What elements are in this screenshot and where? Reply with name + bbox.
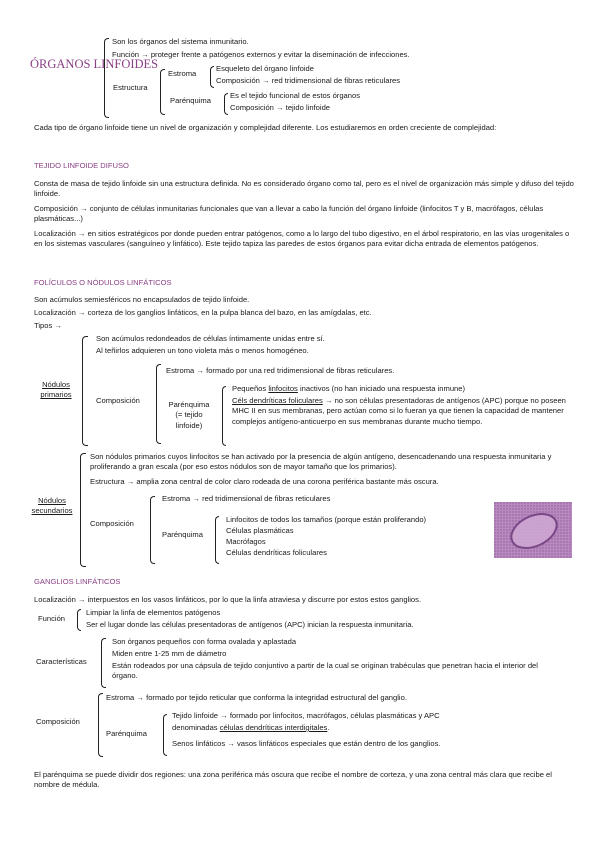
list-item: Células plasmáticas	[226, 526, 294, 535]
header-line-1: Son los órganos del sistema inmunitario.	[112, 37, 249, 46]
secundarios-estroma: Estroma → red tridimensional de fibras reticulares	[162, 494, 331, 503]
ganglios-estroma: Estroma → formado por tejido reticular que conforma la integridad estructural del ganglio.	[106, 693, 407, 702]
secundarios-items	[226, 514, 426, 558]
page-title: ÓRGANOS LINFOIDES	[30, 57, 159, 71]
parenquima-label: Parénquima	[170, 96, 211, 105]
ganglios-composicion-label: Composición	[36, 717, 80, 726]
primarios-composicion-label: Composición	[96, 396, 140, 405]
ganglios-composicion-brace	[98, 693, 103, 757]
ganglios-final-paragraph: El parénquima se puede dividir dos regiones: una zona periférica más oscura que recibe el nombre de corteza, y una zona central más clara que recibe el nombre de médula.	[34, 770, 552, 790]
header-brace	[104, 38, 109, 118]
primarios-item-1: Pequeños linfocitos inactivos (no han iniciado una respuesta inmune)	[232, 384, 466, 393]
section-heading-nodulos: FOLÍCULOS O NÓDULOS LINFÁTICOS	[34, 278, 172, 287]
parenquima-brace	[224, 93, 228, 115]
list-item: Linfocitos de todos los tamaños (porque están proliferando)	[226, 515, 427, 524]
ganglios-funcion-label: Función	[38, 614, 66, 623]
nodulos-secundarios-label: Nódulos secundarios	[31, 496, 73, 516]
primarios-composicion-brace	[156, 364, 161, 444]
micrograph-image	[494, 502, 572, 558]
primarios-desc-2: Al teñirlos adquieren un tono violeta más o menos homogéneo.	[96, 346, 309, 355]
primarios-parenquima-label: Parénquima (= tejido linfoide)	[168, 400, 210, 430]
ganglios-parenquima-item-2: Senos linfáticos → vasos linfáticos especiales que están dentro de los ganglios.	[172, 739, 441, 748]
secundarios-parenquima-brace	[215, 516, 219, 564]
caracteristicas-brace	[101, 638, 106, 688]
primarios-desc-1: Son acúmulos redondeados de células íntimamente unidas entre sí.	[96, 334, 325, 343]
secundarios-desc-1: Son nódulos primarios cuyos linfocitos se han activado por la presencia de algún antígeno, desencadenando una respuesta inmunitaria y proliferando a gran escala (por eso estos nódulos son de mayor tamaño que los primarios).	[90, 452, 552, 472]
difuso-paragraph-1: Consta de masa de tejido linfoide sin una estructura definida. No es considerado órgano como tal, pero es el nivel de organización más simple y difuso del tejido linfoide.	[34, 179, 574, 199]
list-item: Células dendríticas foliculares	[226, 548, 327, 557]
caracteristicas-item-3: Están rodeados por una cápsula de tejido conjuntivo a partir de la cual se originan trabéculas que penetran hacia el interior del órgano.	[112, 661, 538, 681]
ganglios-parenquima-item-1b: denominadas células dendríticas interdigitales.	[172, 723, 330, 732]
estroma-item-1: Esqueleto del órgano linfoide	[216, 64, 314, 73]
difuso-paragraph-2: Composición → conjunto de células inmunitarias funcionales que van a llevar a cabo la función del órgano linfoide (linfocitos T y B, macrófagos, células plasmáticas...)	[34, 204, 544, 224]
section-heading-difuso: TEJIDO LINFOIDE DIFUSO	[34, 161, 129, 170]
header-line-2: Función → proteger frente a patógenos externos y evitar la diseminación de infecciones.	[112, 50, 410, 59]
secundarios-parenquima-label: Parénquima	[162, 530, 203, 539]
parenquima-item-1: Es el tejido funcional de estos órganos	[230, 91, 361, 100]
intro-paragraph: Cada tipo de órgano linfoide tiene un nivel de organización y complejidad diferente. Los estudiaremos en orden creciente de complejidad:	[34, 123, 497, 132]
list-item: Macrófagos	[226, 537, 266, 546]
parenquima-item-2: Composición → tejido linfoide	[230, 103, 331, 112]
nodulos-primarios-label: Nódulos primarios	[40, 380, 72, 400]
difuso-paragraph-3: Localización → en sitios estratégicos por donde pueden entrar patógenos, como a lo largo del tubo digestivo, en el árbol respiratorio, en las vías urogenitales o en los sistemas vasculares (sanguíneo y linfático). Este tejido tapiza las paredes de estos órganos para evitar dicha entrada de elementos patógenos.	[34, 229, 570, 249]
funcion-brace	[77, 609, 81, 631]
caracteristicas-item-1: Son órganos pequeños con forma ovalada y aplastada	[112, 637, 297, 646]
funcion-item-1: Limpiar la linfa de elementos patógenos	[86, 608, 221, 617]
ganglios-localizacion: Localización → interpuestos en los vasos linfáticos, por lo que la linfa atraviesa y discurre por estos estos ganglios.	[34, 595, 422, 604]
ganglios-parenquima-brace	[163, 714, 167, 756]
section-heading-ganglios: GANGLIOS LINFÁTICOS	[34, 577, 121, 586]
estroma-brace	[210, 66, 214, 88]
secundarios-desc-2: Estructura → amplia zona central de color claro rodeada de una corona periférica bastante más oscura.	[90, 477, 439, 486]
estructura-label: Estructura	[113, 83, 148, 92]
estroma-item-2: Composición → red tridimensional de fibras reticulares	[216, 76, 401, 85]
estroma-label: Estroma	[168, 69, 197, 78]
secundarios-brace	[80, 453, 86, 567]
secundarios-composicion-brace	[150, 496, 155, 564]
nodulos-line-1: Son acúmulos semiesféricos no encapsulados de tejido linfoide.	[34, 295, 250, 304]
primarios-parenquima-brace	[222, 386, 226, 446]
primarios-item-2: Céls dendríticas foliculares → no son células presentadoras de antígenos (APC) porque no poseen MHC II en sus membranas, pero actúan como si lo fueran ya que tienen la capacidad de mantener complejos antígeno-anticuerpo en sus membranas durante mucho tiempo.	[232, 396, 566, 426]
primarios-estroma: Estroma → formado por una red tridimensional de fibras reticulares.	[166, 366, 395, 375]
ganglios-parenquima-item-1: Tejido linfoide → formado por linfocitos, macrófagos, células plasmáticas y APC	[172, 711, 440, 720]
nodulos-line-3: Tipos →	[34, 321, 62, 330]
primarios-brace	[82, 336, 88, 446]
nodulos-line-2: Localización → corteza de los ganglios linfáticos, en la pulpa blanca del bazo, en las amígdalas, etc.	[34, 308, 372, 317]
secundarios-composicion-label: Composición	[90, 519, 134, 528]
ganglios-parenquima-label: Parénquima	[106, 729, 147, 738]
ganglios-caracteristicas-label: Características	[36, 657, 87, 666]
caracteristicas-item-2: Miden entre 1-25 mm de diámetro	[112, 649, 227, 658]
funcion-item-2: Ser el lugar donde las células presentadoras de antígenos (APC) inician la respuesta inmunitaria.	[86, 620, 414, 629]
estructura-brace	[160, 69, 165, 115]
